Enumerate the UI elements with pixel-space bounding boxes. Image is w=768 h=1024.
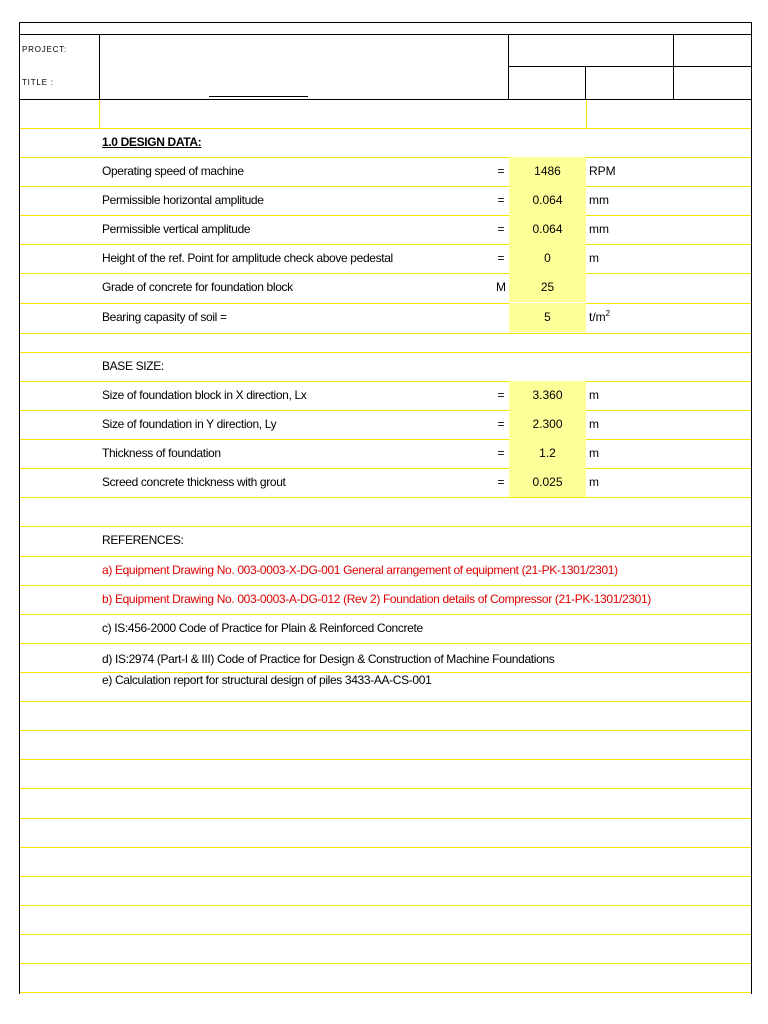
row-operator: M bbox=[496, 280, 506, 294]
row-label: Permissible horizontal amplitude bbox=[102, 193, 264, 207]
reference-item: d) IS:2974 (Part-I & III) Code of Practice for Design & Construction of Machine Foundations bbox=[102, 652, 555, 666]
design-data-heading: 1.0 DESIGN DATA: bbox=[102, 135, 202, 149]
row-label: Screed concrete thickness with grout bbox=[102, 475, 286, 489]
base-size-heading: BASE SIZE: bbox=[102, 359, 164, 373]
row-unit: mm bbox=[589, 193, 609, 207]
title-block bbox=[19, 34, 752, 100]
title-label: TITLE : bbox=[22, 78, 54, 87]
title-block-divider bbox=[99, 34, 100, 100]
grid-line bbox=[20, 905, 751, 906]
row-operator: = bbox=[497, 222, 505, 236]
row-unit bbox=[589, 303, 610, 332]
row-unit: RPM bbox=[589, 164, 616, 178]
list-item bbox=[20, 556, 751, 585]
list-item bbox=[20, 614, 751, 643]
horizontal-amplitude-value[interactable]: 0.064 bbox=[509, 186, 586, 215]
table-row bbox=[20, 468, 751, 497]
grid-line bbox=[20, 788, 751, 789]
base-size-heading-row bbox=[20, 352, 751, 381]
row-operator: = bbox=[497, 417, 505, 431]
project-label: PROJECT: bbox=[22, 45, 68, 54]
design-data-heading-row bbox=[20, 128, 751, 157]
unit-base: t/m bbox=[589, 310, 606, 324]
row-operator: = bbox=[497, 475, 505, 489]
reference-item: c) IS:456-2000 Code of Practice for Plain & Reinforced Concrete bbox=[102, 621, 423, 635]
row-label: Operating speed of machine bbox=[102, 164, 244, 178]
row-operator: = bbox=[497, 388, 505, 402]
row-label: Grade of concrete for foundation block bbox=[102, 280, 293, 294]
title-underline bbox=[209, 96, 308, 97]
row-unit: m bbox=[589, 446, 599, 460]
row-unit: m bbox=[589, 251, 599, 265]
row-unit: m bbox=[589, 417, 599, 431]
row-label: Permissible vertical amplitude bbox=[102, 222, 251, 236]
reference-height-value[interactable]: 0 bbox=[509, 244, 586, 273]
vertical-amplitude-value[interactable]: 0.064 bbox=[509, 215, 586, 244]
table-row bbox=[20, 215, 751, 244]
references-heading: REFERENCES: bbox=[102, 533, 184, 547]
grid-divider bbox=[99, 100, 100, 128]
row-unit: mm bbox=[589, 222, 609, 236]
table-row bbox=[20, 303, 751, 332]
table-row bbox=[20, 381, 751, 410]
row-unit: m bbox=[589, 475, 599, 489]
row-label: Thickness of foundation bbox=[102, 446, 221, 460]
reference-item: a) Equipment Drawing No. 003-0003-X-DG-001 General arrangement of equipment (21-PK-1301/2301) bbox=[102, 563, 618, 577]
list-item bbox=[20, 585, 751, 614]
row-unit: m bbox=[589, 388, 599, 402]
operating-speed-value[interactable]: 1486 bbox=[509, 157, 586, 186]
grid-line bbox=[20, 497, 751, 498]
concrete-grade-value[interactable]: 25 bbox=[509, 273, 586, 302]
reference-item: e) Calculation report for structural design of piles 3433-AA-CS-001 bbox=[102, 673, 432, 687]
grid-divider bbox=[586, 100, 587, 128]
table-row bbox=[20, 244, 751, 273]
grid-line bbox=[20, 876, 751, 877]
grid-line bbox=[20, 759, 751, 760]
table-row bbox=[20, 439, 751, 468]
table-row bbox=[20, 157, 751, 186]
row-label: Height of the ref. Point for amplitude check above pedestal bbox=[102, 251, 393, 265]
row-label: Size of foundation in Y direction, Ly bbox=[102, 417, 277, 431]
grid-line bbox=[20, 992, 751, 993]
reference-item: b) Equipment Drawing No. 003-0003-A-DG-012 (Rev 2) Foundation details of Compressor (21-PK-1301/2301) bbox=[102, 592, 651, 606]
title-block-divider bbox=[508, 66, 752, 67]
title-block-divider bbox=[673, 34, 674, 100]
screed-thickness-value[interactable]: 0.025 bbox=[509, 468, 586, 497]
row-label: Bearing capasity of soil = bbox=[102, 310, 227, 324]
references-heading-row bbox=[20, 526, 751, 555]
grid-line bbox=[20, 701, 751, 702]
table-row bbox=[20, 186, 751, 215]
thickness-value[interactable]: 1.2 bbox=[509, 439, 586, 468]
title-block-divider bbox=[585, 66, 586, 100]
row-operator: = bbox=[497, 193, 505, 207]
grid-line bbox=[20, 934, 751, 935]
grid-line bbox=[20, 963, 751, 964]
row-operator: = bbox=[497, 446, 505, 460]
title-block-divider bbox=[508, 34, 509, 100]
row-operator: = bbox=[497, 251, 505, 265]
grid-line bbox=[20, 847, 751, 848]
row-label: Size of foundation block in X direction, Lx bbox=[102, 388, 307, 402]
size-y-value[interactable]: 2.300 bbox=[509, 410, 586, 439]
grid-line bbox=[20, 333, 751, 334]
size-x-value[interactable]: 3.360 bbox=[509, 381, 586, 410]
grid-line bbox=[20, 818, 751, 819]
table-row bbox=[20, 410, 751, 439]
row-operator: = bbox=[497, 164, 505, 178]
table-row bbox=[20, 273, 751, 302]
grid-line bbox=[20, 730, 751, 731]
bearing-capacity-value[interactable]: 5 bbox=[509, 303, 586, 332]
unit-superscript: 2 bbox=[605, 309, 611, 318]
list-item bbox=[20, 666, 751, 695]
